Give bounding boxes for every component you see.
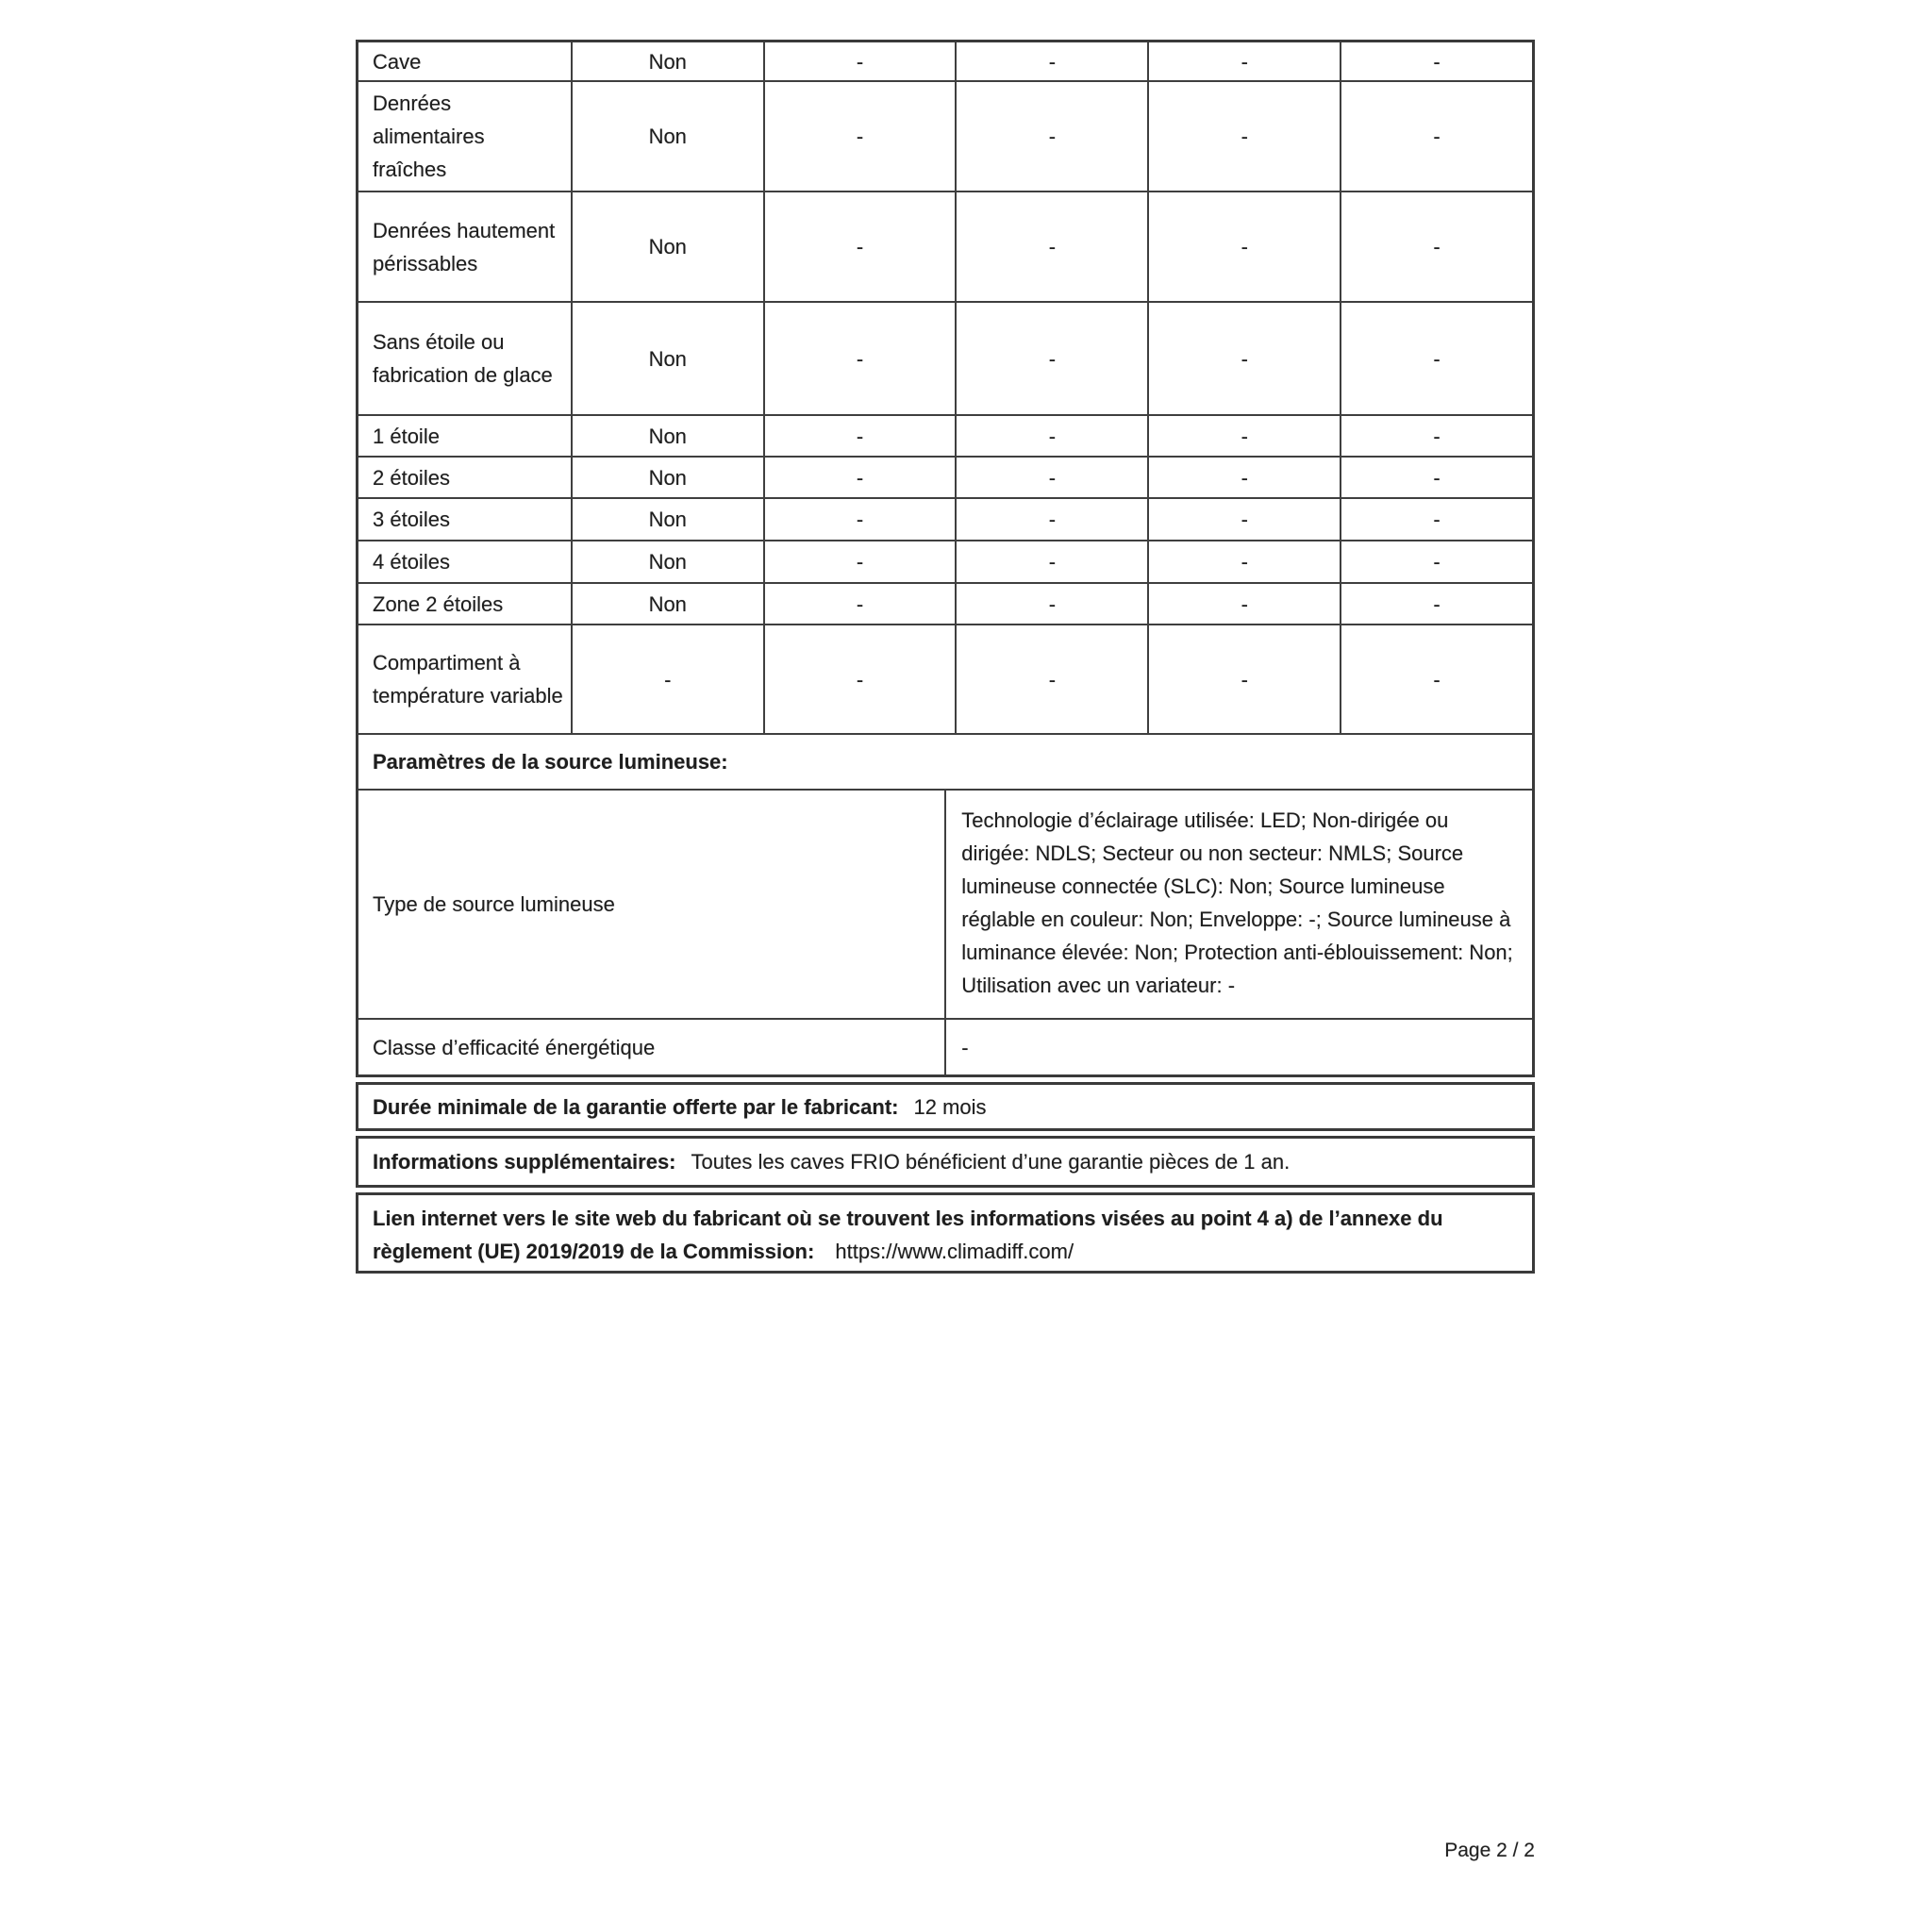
row-label: Compartiment à température variable xyxy=(358,625,573,733)
table-row-zone-2-etoiles xyxy=(358,584,1532,625)
manufacturer-website-link[interactable]: https://www.climadiff.com/ xyxy=(835,1240,1074,1263)
row-value: - xyxy=(765,416,958,456)
table-row-cave xyxy=(358,42,1532,82)
energy-class-label: Classe d’efficacité énergétique xyxy=(358,1020,946,1074)
row-value: - xyxy=(1433,424,1441,448)
table-row-denrees-fraiches xyxy=(358,82,1532,192)
row-value: - xyxy=(1149,458,1341,497)
row-value: - xyxy=(1433,235,1441,258)
row-value: - xyxy=(765,541,958,582)
energy-class-value: - xyxy=(961,1035,969,1059)
row-value: - xyxy=(1149,541,1341,582)
table-row-section-header xyxy=(358,735,1532,791)
table-row-light-source-type xyxy=(358,791,1532,1020)
row-value: - xyxy=(1433,465,1441,490)
row-label: Zone 2 étoiles xyxy=(358,584,573,624)
row-value: - xyxy=(1149,82,1341,191)
row-value: - xyxy=(1149,42,1341,80)
row-value: - xyxy=(1149,625,1341,733)
additional-info-row xyxy=(356,1136,1535,1188)
row-value: - xyxy=(765,82,958,191)
row-value: - xyxy=(1433,667,1441,691)
row-value: - xyxy=(957,416,1149,456)
row-value: - xyxy=(1149,499,1341,540)
row-value: - xyxy=(957,303,1149,414)
row-value: Non xyxy=(573,458,765,497)
row-label: 4 étoiles xyxy=(358,541,573,582)
row-value: - xyxy=(1433,49,1441,74)
section-header-light-source: Paramètres de la source lumineuse: xyxy=(373,750,728,774)
table-row-energy-class xyxy=(358,1020,1532,1074)
row-value: - xyxy=(765,42,958,80)
row-value: - xyxy=(1433,346,1441,371)
warranty-label: Durée minimale de la garantie offerte par le fabricant: xyxy=(373,1094,899,1119)
row-value: - xyxy=(1433,125,1441,148)
table-row-compartiment-variable xyxy=(358,625,1532,735)
manufacturer-link-label: Lien internet vers le site web du fabricant où se trouvent les informations visées au point 4 a) de l’annexe du règlement (UE) 2019/2019 de la Commission: xyxy=(373,1207,1443,1263)
row-value: - xyxy=(765,499,958,540)
row-label: Denrées hautement périssables xyxy=(358,192,573,301)
row-value: - xyxy=(765,303,958,414)
compartment-parameters-table xyxy=(356,40,1535,1077)
row-value: Non xyxy=(573,541,765,582)
row-value: Non xyxy=(573,303,765,414)
row-value: Non xyxy=(573,416,765,456)
row-value: - xyxy=(765,192,958,301)
additional-info-label: Informations supplémentaires: xyxy=(373,1150,676,1174)
row-value: - xyxy=(957,192,1149,301)
row-value: - xyxy=(573,625,765,733)
row-value: - xyxy=(765,625,958,733)
row-value: - xyxy=(1149,416,1341,456)
row-value: - xyxy=(957,82,1149,191)
table-row-2-etoiles xyxy=(358,458,1532,499)
light-source-type-label: Type de source lumineuse xyxy=(358,791,946,1018)
warranty-row xyxy=(356,1082,1535,1131)
row-value: Non xyxy=(573,192,765,301)
light-source-type-value: Technologie d’éclairage utilisée: LED; Non-dirigée ou dirigée: NDLS; Secteur ou non secteur: NMLS; Source lumineuse connectée (SLC): Non; Source lumineuse réglable en couleur: Non; Enveloppe: -; Source lumineuse à luminance élevée: Non; Protection anti-éblouissement: Non; Utilisation avec un variateur: - xyxy=(961,808,1513,997)
row-value: - xyxy=(1433,508,1441,531)
row-value: - xyxy=(1149,303,1341,414)
row-label: Denrées alimentaires fraîches xyxy=(358,82,573,191)
table-row-4-etoiles xyxy=(358,541,1532,584)
row-value: - xyxy=(1433,550,1441,574)
row-value: - xyxy=(765,458,958,497)
row-label: Cave xyxy=(358,42,573,80)
row-value: - xyxy=(957,625,1149,733)
page-number: Page 2 / 2 xyxy=(1444,1840,1535,1861)
row-value: Non xyxy=(573,42,765,80)
table-row-3-etoiles xyxy=(358,499,1532,541)
row-value: - xyxy=(957,584,1149,624)
row-label: Sans étoile ou fabrication de glace xyxy=(358,303,573,414)
table-row-denrees-perissables xyxy=(358,192,1532,303)
row-value: - xyxy=(765,584,958,624)
row-label: 2 étoiles xyxy=(358,458,573,497)
warranty-value: 12 mois xyxy=(913,1094,987,1119)
row-value: - xyxy=(1149,584,1341,624)
row-value: - xyxy=(1433,591,1441,616)
table-row-1-etoile xyxy=(358,416,1532,458)
row-label: 1 étoile xyxy=(358,416,573,456)
table-row-sans-etoile xyxy=(358,303,1532,416)
row-value: - xyxy=(957,458,1149,497)
manufacturer-link-row xyxy=(356,1192,1535,1274)
row-value: - xyxy=(1149,192,1341,301)
row-value: - xyxy=(957,42,1149,80)
additional-info-value: Toutes les caves FRIO bénéficient d’une garantie pièces de 1 an. xyxy=(691,1150,1291,1174)
row-value: Non xyxy=(573,499,765,540)
row-value: Non xyxy=(573,82,765,191)
row-label: 3 étoiles xyxy=(358,499,573,540)
row-value: Non xyxy=(573,584,765,624)
row-value: - xyxy=(957,541,1149,582)
row-value: - xyxy=(957,499,1149,540)
